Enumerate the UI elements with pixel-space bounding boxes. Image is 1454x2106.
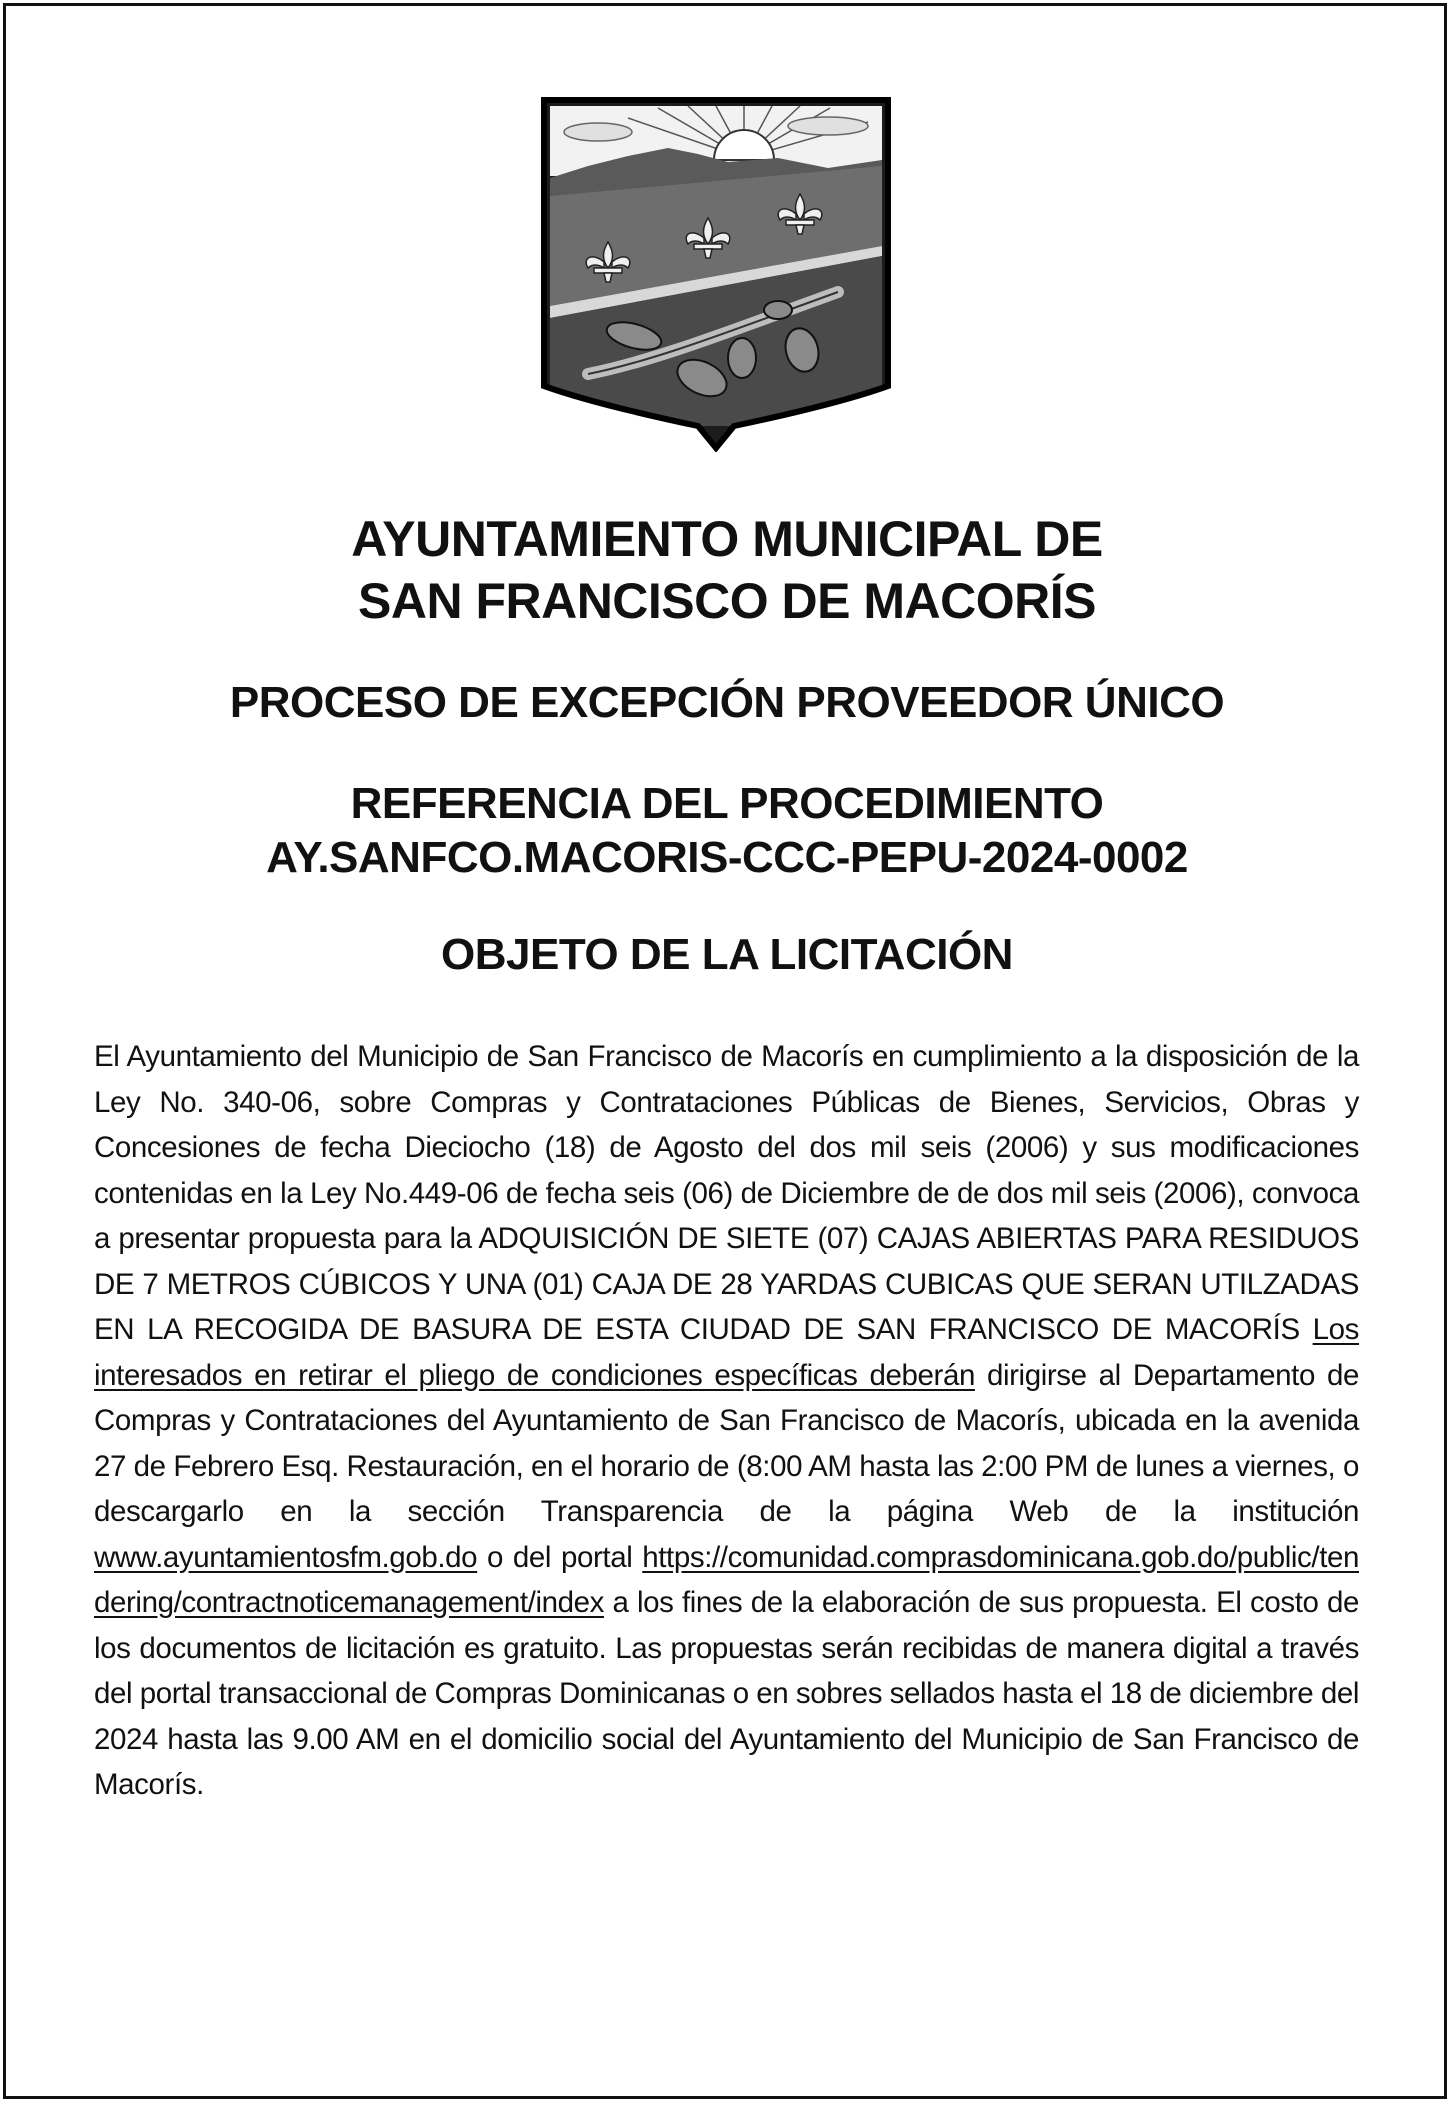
portal-link[interactable]: https://comunidad.comprasdominicana.gob.do/public/tendering/contractnoticemanagement/index	[94, 1540, 1359, 1619]
reference-label: REFERENCIA DEL PROCEDIMIENTO	[350, 779, 1104, 828]
body-intro: El Ayuntamiento del Municipio de San Francisco de Macorís en cumplimiento a la disposición de la Ley No. 340-06, sobre Compras y Contrataciones Públicas de Bienes, Servicios, Obras y Concesiones de fecha Dieciocho (18) de Agosto del dos mil seis (2006) y sus modificaciones contenidas en la Ley No.449-06 de fecha seis (06) de Diciembre de de dos mil seis (2006), convoca a presentar propuesta para la ADQUISICIÓN DE SIETE (07) CAJAS ABIERTAS PARA RESIDUOS DE 7 METROS CÚBICOS Y UNA (01) CAJA DE 28 YARDAS CUBICAS QUE SERAN UTILZADAS EN LA RECOGIDA DE BASURA DE ESTA CIUDAD DE SAN FRANCISCO DE MACORÍS	[94, 1040, 1359, 1346]
body-connector: o del portal	[477, 1540, 643, 1574]
body-underlined-instruction: Los interesados en retirar el pliego de condiciones específicas deberán	[94, 1313, 1359, 1392]
body-closing: a los fines de la elaboración de sus propuesta. El costo de los documentos de licitación es gratuito. Las propuestas serán recibidas de manera digital a través del portal transaccional de Compras Dominicanas o en sobres sellados hasta el 18 de diciembre del 2024 hasta las 9.00 AM en el domicilio social del Ayuntamiento del Municipio de San Francisco de Macorís.	[94, 1586, 1359, 1801]
municipality-title	[60, 508, 1394, 632]
title-line-1: AYUNTAMIENTO MUNICIPAL DE	[351, 511, 1103, 567]
reference-code: AY.SANFCO.MACORIS-CCC-PEPU-2024-0002	[266, 833, 1188, 882]
notice-body	[94, 1034, 1359, 1808]
municipal-coat-of-arms-icon	[538, 96, 894, 452]
website-link[interactable]: www.ayuntamientosfm.gob.do	[94, 1540, 478, 1574]
reference-heading	[60, 777, 1394, 885]
body-location: dirigirse al Departamento de Compras y Contrataciones del Ayuntamiento de San Francisco de Macorís, ubicada en la avenida 27 de Febrero Esq. Restauración, en el horario de (8:00 AM hasta las 2:00 PM de lunes a viernes, o descargarlo en la sección Transparencia de la página Web de la institución	[94, 1358, 1359, 1528]
title-line-2: SAN FRANCISCO DE MACORÍS	[357, 573, 1097, 629]
process-heading: PROCESO DE EXCEPCIÓN PROVEEDOR ÚNICO	[229, 678, 1225, 727]
object-heading: OBJETO DE LA LICITACIÓN	[441, 930, 1013, 979]
